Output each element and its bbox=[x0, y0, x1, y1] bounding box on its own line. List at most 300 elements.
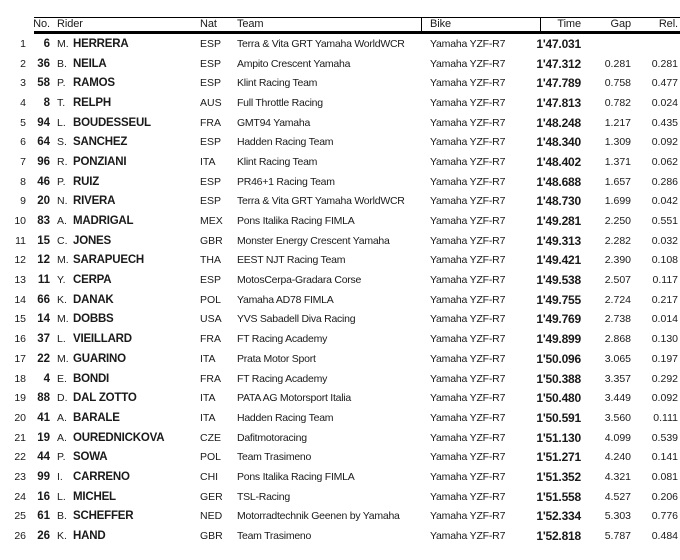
nationality-cell: FRA bbox=[200, 372, 221, 385]
gap-cell: 2.282 bbox=[604, 234, 631, 247]
race-number-cell: 20 bbox=[37, 195, 50, 208]
rider-name-cell bbox=[50, 274, 200, 286]
rel-cell: 0.130 bbox=[651, 333, 678, 346]
rider-initial: C. bbox=[57, 234, 68, 247]
race-number-cell: 83 bbox=[37, 215, 50, 228]
bike-cell: Yamaha YZF-R7 bbox=[430, 96, 506, 109]
race-number-cell: 61 bbox=[37, 510, 50, 523]
position-cell: 23 bbox=[14, 470, 26, 483]
race-number-cell: 96 bbox=[37, 155, 50, 168]
table-row bbox=[0, 408, 680, 428]
time-cell: 1'48.340 bbox=[536, 135, 581, 150]
gap-cell: 2.390 bbox=[604, 254, 631, 267]
position-cell: 16 bbox=[14, 333, 26, 346]
team-cell: PATA AG Motorsport Italia bbox=[237, 392, 351, 405]
time-cell: 1'49.755 bbox=[536, 292, 581, 307]
table-row bbox=[0, 507, 680, 527]
gap-cell: 1.657 bbox=[604, 175, 631, 188]
time-cell: 1'47.031 bbox=[536, 36, 581, 51]
race-number-cell: 8 bbox=[43, 96, 50, 109]
rider-name-cell bbox=[50, 254, 200, 266]
nationality-cell: ITA bbox=[200, 155, 216, 168]
time-cell: 1'52.818 bbox=[536, 529, 581, 544]
rider-surname: SANCHEZ bbox=[73, 136, 128, 149]
rider-surname: RAMOS bbox=[73, 77, 115, 90]
race-number-cell: 15 bbox=[37, 234, 50, 247]
team-cell: EEST NJT Racing Team bbox=[237, 254, 346, 267]
time-cell: 1'48.730 bbox=[536, 194, 581, 209]
table-row bbox=[0, 132, 680, 152]
race-number-cell: 4 bbox=[43, 372, 50, 385]
gap-cell: 4.321 bbox=[604, 470, 631, 483]
rider-initial: R. bbox=[57, 155, 68, 168]
bike-cell: Yamaha YZF-R7 bbox=[430, 530, 506, 543]
race-number-cell: 99 bbox=[37, 470, 50, 483]
race-number-cell: 11 bbox=[37, 274, 50, 287]
team-cell: Hadden Racing Team bbox=[237, 136, 334, 149]
nationality-cell: ITA bbox=[200, 411, 216, 424]
rider-initial: I. bbox=[57, 470, 63, 483]
column-header-rel: Rel. bbox=[658, 17, 678, 30]
gap-cell: 3.357 bbox=[604, 372, 631, 385]
rider-name-cell bbox=[50, 156, 200, 168]
team-cell: Pons Italika Racing FIMLA bbox=[237, 215, 355, 228]
rider-name-cell bbox=[50, 77, 200, 89]
rel-cell: 0.081 bbox=[651, 470, 678, 483]
gap-cell: 3.560 bbox=[604, 411, 631, 424]
rel-cell: 0.217 bbox=[651, 293, 678, 306]
rider-initial: L. bbox=[57, 333, 66, 346]
race-number-cell: 46 bbox=[37, 175, 50, 188]
column-header-rider: Rider bbox=[57, 17, 83, 30]
rider-surname: HERRERA bbox=[73, 37, 129, 50]
gap-cell: 2.250 bbox=[604, 215, 631, 228]
rider-initial: P. bbox=[57, 451, 66, 464]
gap-cell: 0.281 bbox=[604, 57, 631, 70]
bike-cell: Yamaha YZF-R7 bbox=[430, 116, 506, 129]
rider-surname: DOBBS bbox=[73, 313, 114, 326]
table-row bbox=[0, 34, 680, 54]
rider-surname: VIEILLARD bbox=[73, 333, 132, 346]
nationality-cell: POL bbox=[200, 293, 222, 306]
gap-cell: 0.782 bbox=[604, 96, 631, 109]
rider-initial: L. bbox=[57, 490, 66, 503]
rider-surname: MICHEL bbox=[73, 490, 116, 503]
position-cell: 20 bbox=[14, 411, 26, 424]
rel-cell: 0.292 bbox=[651, 372, 678, 385]
nationality-cell: ITA bbox=[200, 352, 216, 365]
gap-cell: 1.371 bbox=[604, 155, 631, 168]
team-cell: Prata Motor Sport bbox=[237, 352, 316, 365]
race-number-cell: 19 bbox=[37, 431, 50, 444]
rider-surname: MADRIGAL bbox=[73, 215, 134, 228]
rider-name-cell bbox=[50, 373, 200, 385]
table-row bbox=[0, 192, 680, 212]
rider-initial: E. bbox=[57, 372, 67, 385]
time-cell: 1'49.281 bbox=[536, 214, 581, 229]
bike-cell: Yamaha YZF-R7 bbox=[430, 215, 506, 228]
position-cell: 6 bbox=[20, 136, 26, 149]
gap-cell: 2.738 bbox=[604, 313, 631, 326]
nationality-cell: CZE bbox=[200, 431, 221, 444]
bike-cell: Yamaha YZF-R7 bbox=[430, 352, 506, 365]
nationality-cell: MEX bbox=[200, 215, 223, 228]
time-cell: 1'47.312 bbox=[536, 56, 581, 71]
rider-name-cell bbox=[50, 530, 200, 542]
rider-surname: RELPH bbox=[73, 96, 111, 109]
team-cell: Yamaha AD78 FIMLA bbox=[237, 293, 334, 306]
rider-name-cell bbox=[50, 215, 200, 227]
table-row bbox=[0, 113, 680, 133]
table-row bbox=[0, 290, 680, 310]
time-cell: 1'49.313 bbox=[536, 233, 581, 248]
bike-cell: Yamaha YZF-R7 bbox=[430, 293, 506, 306]
bike-cell: Yamaha YZF-R7 bbox=[430, 77, 506, 90]
race-number-cell: 58 bbox=[37, 77, 50, 90]
team-cell: Motorradtechnik Geenen by Yamaha bbox=[237, 510, 400, 523]
time-cell: 1'49.899 bbox=[536, 332, 581, 347]
column-header-no: No. bbox=[33, 17, 50, 30]
nationality-cell: NED bbox=[200, 510, 223, 523]
gap-cell: 4.527 bbox=[604, 490, 631, 503]
race-number-cell: 94 bbox=[37, 116, 50, 129]
table-body bbox=[0, 34, 680, 546]
bike-cell: Yamaha YZF-R7 bbox=[430, 510, 506, 523]
position-cell: 26 bbox=[14, 530, 26, 543]
rider-surname: BOUDESSEUL bbox=[73, 116, 151, 129]
position-cell: 10 bbox=[14, 215, 26, 228]
gap-cell: 2.724 bbox=[604, 293, 631, 306]
time-cell: 1'48.402 bbox=[536, 154, 581, 169]
rider-surname: DAL ZOTTO bbox=[73, 392, 137, 405]
rider-name-cell bbox=[50, 38, 200, 50]
nationality-cell: ESP bbox=[200, 195, 222, 208]
time-cell: 1'51.558 bbox=[536, 489, 581, 504]
position-cell: 1 bbox=[20, 37, 26, 50]
team-cell: GMT94 Yamaha bbox=[237, 116, 311, 129]
rider-surname: RUIZ bbox=[73, 175, 100, 188]
position-cell: 14 bbox=[14, 293, 26, 306]
race-number-cell: 14 bbox=[37, 313, 50, 326]
time-cell: 1'50.096 bbox=[536, 351, 581, 366]
column-header-time: Time bbox=[557, 17, 581, 30]
race-number-cell: 22 bbox=[37, 352, 50, 365]
team-cell: Full Throttle Racing bbox=[237, 96, 323, 109]
rider-surname: DANAK bbox=[73, 293, 114, 306]
nationality-cell: GBR bbox=[200, 234, 223, 247]
position-cell: 15 bbox=[14, 313, 26, 326]
bike-cell: Yamaha YZF-R7 bbox=[430, 234, 506, 247]
rider-initial: P. bbox=[57, 77, 66, 90]
rider-initial: B. bbox=[57, 510, 67, 523]
position-cell: 3 bbox=[20, 77, 26, 90]
team-cell: Klint Racing Team bbox=[237, 155, 318, 168]
bike-cell: Yamaha YZF-R7 bbox=[430, 155, 506, 168]
time-cell: 1'49.421 bbox=[536, 253, 581, 268]
column-header-team: Team bbox=[237, 17, 264, 30]
rider-name-cell bbox=[50, 117, 200, 129]
rider-surname: SARAPUECH bbox=[73, 254, 145, 267]
time-cell: 1'47.789 bbox=[536, 76, 581, 91]
time-cell: 1'50.388 bbox=[536, 371, 581, 386]
rel-cell: 0.197 bbox=[651, 352, 678, 365]
rider-name-cell bbox=[50, 58, 200, 70]
position-cell: 18 bbox=[14, 372, 26, 385]
nationality-cell: AUS bbox=[200, 96, 222, 109]
rider-initial: B. bbox=[57, 57, 67, 70]
rider-name-cell bbox=[50, 313, 200, 325]
table-row bbox=[0, 349, 680, 369]
rider-initial: A. bbox=[57, 431, 67, 444]
gap-cell: 1.699 bbox=[604, 195, 631, 208]
nationality-cell: GBR bbox=[200, 530, 223, 543]
table-row bbox=[0, 487, 680, 507]
gap-cell: 1.309 bbox=[604, 136, 631, 149]
rider-surname: GUARINO bbox=[73, 352, 126, 365]
rel-cell: 0.062 bbox=[651, 155, 678, 168]
race-number-cell: 36 bbox=[37, 57, 50, 70]
rider-initial: S. bbox=[57, 136, 67, 149]
bike-cell: Yamaha YZF-R7 bbox=[430, 431, 506, 444]
rider-name-cell bbox=[50, 491, 200, 503]
bike-cell: Yamaha YZF-R7 bbox=[430, 470, 506, 483]
position-cell: 24 bbox=[14, 490, 26, 503]
team-cell: Ampito Crescent Yamaha bbox=[237, 57, 351, 70]
rider-initial: P. bbox=[57, 175, 66, 188]
column-header-nat: Nat bbox=[200, 17, 217, 30]
bike-cell: Yamaha YZF-R7 bbox=[430, 57, 506, 70]
position-cell: 13 bbox=[14, 274, 26, 287]
time-cell: 1'50.480 bbox=[536, 391, 581, 406]
team-cell: YVS Sabadell Diva Racing bbox=[237, 313, 356, 326]
rider-initial: M. bbox=[57, 254, 69, 267]
rider-initial: D. bbox=[57, 392, 68, 405]
position-cell: 9 bbox=[20, 195, 26, 208]
team-cell: Klint Racing Team bbox=[237, 77, 318, 90]
rider-name-cell bbox=[50, 451, 200, 463]
bike-cell: Yamaha YZF-R7 bbox=[430, 195, 506, 208]
time-cell: 1'50.591 bbox=[536, 410, 581, 425]
bike-cell: Yamaha YZF-R7 bbox=[430, 37, 506, 50]
team-cell: Terra & Vita GRT Yamaha WorldWCR bbox=[237, 37, 405, 50]
race-number-cell: 12 bbox=[37, 254, 50, 267]
rel-cell: 0.092 bbox=[651, 392, 678, 405]
gap-cell: 4.240 bbox=[604, 451, 631, 464]
nationality-cell: ITA bbox=[200, 392, 216, 405]
rider-surname: CERPA bbox=[73, 274, 112, 287]
team-cell: FT Racing Academy bbox=[237, 372, 328, 385]
rider-name-cell bbox=[50, 412, 200, 424]
bike-cell: Yamaha YZF-R7 bbox=[430, 136, 506, 149]
rider-initial: A. bbox=[57, 215, 67, 228]
rel-cell: 0.042 bbox=[651, 195, 678, 208]
race-number-cell: 26 bbox=[37, 530, 50, 543]
rel-cell: 0.551 bbox=[651, 215, 678, 228]
nationality-cell: ESP bbox=[200, 57, 222, 70]
rider-initial: N. bbox=[57, 195, 68, 208]
gap-cell: 3.449 bbox=[604, 392, 631, 405]
gap-cell: 5.303 bbox=[604, 510, 631, 523]
rider-name-cell bbox=[50, 97, 200, 109]
rider-name-cell bbox=[50, 432, 200, 444]
position-cell: 12 bbox=[14, 254, 26, 267]
gap-cell: 0.758 bbox=[604, 77, 631, 90]
table-row bbox=[0, 211, 680, 231]
table-row bbox=[0, 467, 680, 487]
gap-cell: 4.099 bbox=[604, 431, 631, 444]
table-row bbox=[0, 270, 680, 290]
time-cell: 1'49.769 bbox=[536, 312, 581, 327]
column-header-bike: Bike bbox=[430, 17, 451, 30]
race-number-cell: 41 bbox=[37, 411, 50, 424]
table-row bbox=[0, 329, 680, 349]
rider-surname: RIVERA bbox=[73, 195, 116, 208]
race-number-cell: 37 bbox=[37, 333, 50, 346]
table-row bbox=[0, 152, 680, 172]
time-cell: 1'48.248 bbox=[536, 115, 581, 130]
rider-name-cell bbox=[50, 195, 200, 207]
rider-surname: HAND bbox=[73, 530, 106, 543]
rider-initial: M. bbox=[57, 37, 69, 50]
table-row bbox=[0, 428, 680, 448]
team-cell: TSL-Racing bbox=[237, 490, 290, 503]
table-row bbox=[0, 172, 680, 192]
position-cell: 17 bbox=[14, 352, 26, 365]
rel-cell: 0.024 bbox=[651, 96, 678, 109]
rel-cell: 0.141 bbox=[651, 451, 678, 464]
rider-initial: L. bbox=[57, 116, 66, 129]
team-cell: Pons Italika Racing FIMLA bbox=[237, 470, 355, 483]
bike-cell: Yamaha YZF-R7 bbox=[430, 392, 506, 405]
nationality-cell: FRA bbox=[200, 333, 221, 346]
rider-name-cell bbox=[50, 136, 200, 148]
time-cell: 1'51.130 bbox=[536, 430, 581, 445]
table-row bbox=[0, 447, 680, 467]
rider-name-cell bbox=[50, 471, 200, 483]
rel-cell: 0.539 bbox=[651, 431, 678, 444]
nationality-cell: THA bbox=[200, 254, 221, 267]
nationality-cell: ESP bbox=[200, 37, 222, 50]
rider-initial: T. bbox=[57, 96, 66, 109]
position-cell: 4 bbox=[20, 96, 26, 109]
nationality-cell: GER bbox=[200, 490, 223, 503]
table-row bbox=[0, 369, 680, 389]
time-cell: 1'48.688 bbox=[536, 174, 581, 189]
rel-cell: 0.092 bbox=[651, 136, 678, 149]
rider-surname: OUREDNICKOVA bbox=[73, 431, 165, 444]
rel-cell: 0.117 bbox=[652, 274, 678, 287]
rider-name-cell bbox=[50, 353, 200, 365]
rel-cell: 0.281 bbox=[651, 57, 678, 70]
nationality-cell: CHI bbox=[200, 470, 219, 483]
race-number-cell: 44 bbox=[37, 451, 50, 464]
rider-name-cell bbox=[50, 294, 200, 306]
table-row bbox=[0, 310, 680, 330]
table-row bbox=[0, 93, 680, 113]
bike-cell: Yamaha YZF-R7 bbox=[430, 313, 506, 326]
rel-cell: 0.477 bbox=[651, 77, 678, 90]
team-cell: Monster Energy Crescent Yamaha bbox=[237, 234, 390, 247]
rel-cell: 0.014 bbox=[651, 313, 678, 326]
rider-name-cell bbox=[50, 333, 200, 345]
bike-cell: Yamaha YZF-R7 bbox=[430, 254, 506, 267]
gap-cell: 5.787 bbox=[604, 530, 631, 543]
table-row bbox=[0, 54, 680, 74]
nationality-cell: POL bbox=[200, 451, 222, 464]
rider-name-cell bbox=[50, 510, 200, 522]
gap-cell: 3.065 bbox=[604, 352, 631, 365]
bike-cell: Yamaha YZF-R7 bbox=[430, 274, 506, 287]
time-cell: 1'49.538 bbox=[536, 273, 581, 288]
team-cell: PR46+1 Racing Team bbox=[237, 175, 335, 188]
rider-surname: BONDI bbox=[73, 372, 110, 385]
time-cell: 1'51.271 bbox=[536, 450, 581, 465]
position-cell: 2 bbox=[20, 57, 26, 70]
position-cell: 11 bbox=[15, 234, 26, 247]
team-cell: Team Trasimeno bbox=[237, 530, 312, 543]
rider-surname: SCHEFFER bbox=[73, 510, 134, 523]
rel-cell: 0.776 bbox=[651, 510, 678, 523]
team-cell: Hadden Racing Team bbox=[237, 411, 334, 424]
team-cell: FT Racing Academy bbox=[237, 333, 328, 346]
time-cell: 1'47.813 bbox=[536, 95, 581, 110]
race-number-cell: 16 bbox=[37, 490, 50, 503]
rider-surname: BARALE bbox=[73, 411, 120, 424]
bike-cell: Yamaha YZF-R7 bbox=[430, 411, 506, 424]
rider-initial: A. bbox=[57, 411, 67, 424]
gap-cell: 2.507 bbox=[604, 274, 631, 287]
rider-initial: Y. bbox=[57, 274, 66, 287]
time-cell: 1'52.334 bbox=[536, 509, 581, 524]
nationality-cell: ESP bbox=[200, 175, 222, 188]
position-cell: 7 bbox=[20, 155, 26, 168]
rider-initial: K. bbox=[57, 293, 67, 306]
team-cell: Dafitmotoracing bbox=[237, 431, 307, 444]
rider-initial: M. bbox=[57, 352, 69, 365]
team-cell: Team Trasimeno bbox=[237, 451, 312, 464]
time-cell: 1'51.352 bbox=[536, 469, 581, 484]
race-number-cell: 64 bbox=[37, 136, 50, 149]
position-cell: 22 bbox=[14, 451, 26, 464]
nationality-cell: ESP bbox=[200, 136, 222, 149]
team-cell: MotosCerpa-Gradara Corse bbox=[237, 274, 362, 287]
gap-cell: 2.868 bbox=[604, 333, 631, 346]
nationality-cell: ESP bbox=[200, 274, 222, 287]
rel-cell: 0.435 bbox=[651, 116, 678, 129]
rel-cell: 0.032 bbox=[651, 234, 678, 247]
position-cell: 25 bbox=[14, 510, 26, 523]
gap-cell: 1.217 bbox=[604, 116, 631, 129]
race-number-cell: 6 bbox=[43, 37, 50, 50]
table-row bbox=[0, 526, 680, 546]
rider-name-cell bbox=[50, 176, 200, 188]
rider-name-cell bbox=[50, 235, 200, 247]
table-row bbox=[0, 231, 680, 251]
rel-cell: 0.484 bbox=[651, 530, 678, 543]
bike-cell: Yamaha YZF-R7 bbox=[430, 175, 506, 188]
nationality-cell: USA bbox=[200, 313, 222, 326]
race-number-cell: 66 bbox=[37, 293, 50, 306]
rel-cell: 0.111 bbox=[653, 411, 678, 424]
table-row bbox=[0, 251, 680, 271]
rider-surname: SOWA bbox=[73, 451, 108, 464]
rider-initial: K. bbox=[57, 530, 67, 543]
position-cell: 8 bbox=[20, 175, 26, 188]
nationality-cell: FRA bbox=[200, 116, 221, 129]
table-row bbox=[0, 73, 680, 93]
rider-initial: M. bbox=[57, 313, 69, 326]
position-cell: 19 bbox=[14, 392, 26, 405]
